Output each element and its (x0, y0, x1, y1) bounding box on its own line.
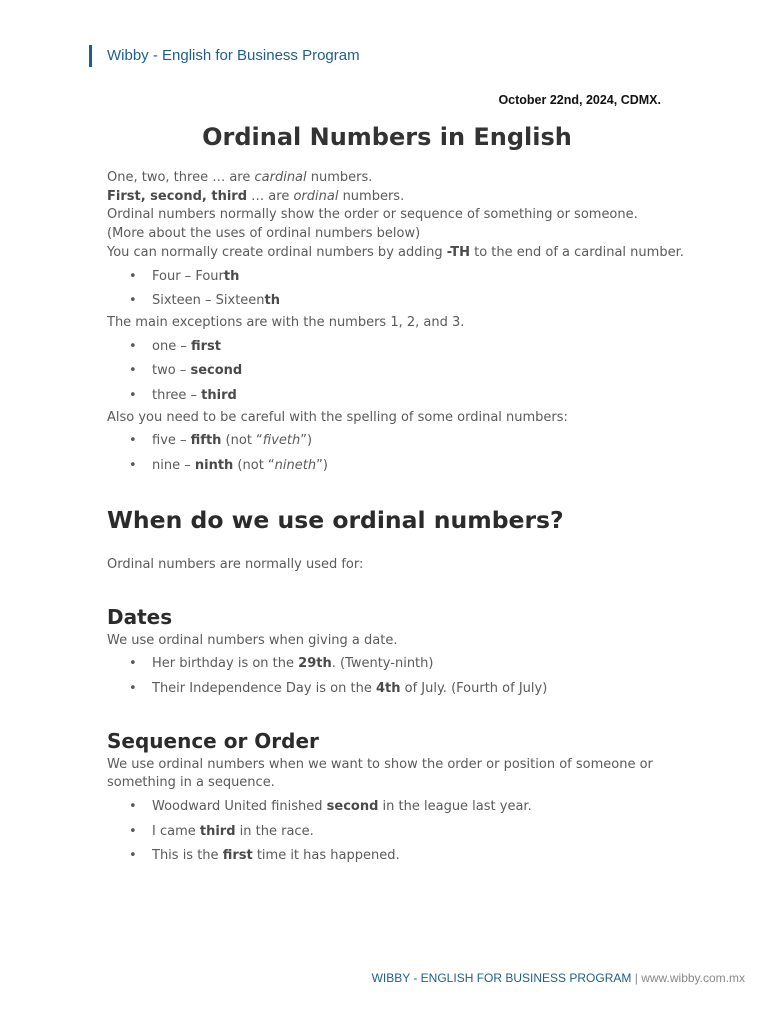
text-fragment: in the race. (235, 823, 314, 839)
list-item (107, 362, 667, 381)
text-fragment: ”) (316, 458, 328, 474)
exceptions-text: The main exceptions are with the numbers 1, 2, and 3. (107, 314, 465, 330)
text-fragment: . (Twenty-ninth) (331, 656, 434, 672)
text-fragment: to the end of a cardinal number. (469, 244, 684, 260)
bullet-icon: • (129, 799, 137, 815)
bold-term: -TH (446, 244, 470, 260)
text-fragment: Their Independence Day is on the (152, 680, 376, 696)
intro-line-th-rule (107, 244, 684, 263)
footer-url-link[interactable]: www.wibby.com.mx (641, 971, 745, 985)
bullet-icon: • (129, 458, 137, 474)
text-fragment: one – (152, 338, 191, 354)
footer-program: WIBBY - ENGLISH FOR BUSINESS PROGRAM (371, 971, 632, 985)
list-item (107, 387, 667, 406)
bold-term: second (326, 799, 379, 815)
dates-text: We use ordinal numbers when giving a date. (107, 632, 398, 648)
text-fragment: Four – Four (152, 268, 224, 284)
bullet-icon: • (129, 433, 137, 449)
sequence-text: We use ordinal numbers when we want to show the order or position of someone or something in a sequence. (107, 756, 653, 791)
bold-term: 29th (298, 656, 332, 672)
bullet-icon: • (129, 363, 137, 379)
text-fragment: You can normally create ordinal numbers by adding (107, 244, 447, 260)
text-fragment: (not “ (233, 458, 275, 474)
text-fragment: five – (152, 433, 191, 449)
list-item (107, 457, 667, 476)
exceptions-list (107, 338, 667, 406)
list-item (107, 432, 667, 451)
bullet-icon: • (129, 848, 137, 864)
bullet-icon: • (129, 680, 137, 696)
header-accent-bar (89, 45, 92, 67)
text-fragment: of July. (Fourth of July) (400, 680, 548, 696)
bullet-icon: • (129, 823, 137, 839)
intro-line-ordinal (107, 188, 667, 207)
italic-term: ordinal (293, 188, 339, 204)
list-item (107, 655, 667, 674)
spelling-list (107, 432, 667, 475)
bullet-icon: • (129, 338, 137, 354)
bold-term: third (199, 823, 236, 839)
text-fragment: Her birthday is on the (152, 656, 299, 672)
th-examples-list (107, 268, 667, 311)
bold-term: th (264, 293, 281, 309)
list-item (107, 680, 667, 699)
bold-term: first (222, 848, 253, 864)
bold-term: th (223, 268, 240, 284)
list-item (107, 292, 667, 311)
text-fragment: (not “ (221, 433, 263, 449)
text-fragment: three – (152, 388, 202, 404)
text-fragment: in the league last year. (378, 799, 532, 815)
header-title: Wibby - English for Business Program (107, 47, 360, 64)
document-title: Ordinal Numbers in English (202, 123, 572, 151)
text-fragment: numbers. (338, 188, 405, 204)
text-fragment: I came (152, 823, 200, 839)
uses-heading: When do we use ordinal numbers? (107, 505, 564, 534)
bold-term: 4th (375, 680, 401, 696)
intro-line-more: (More about the uses of ordinal numbers below) (107, 226, 421, 242)
text-fragment: This is the (152, 848, 223, 864)
intro-line-cardinal (107, 169, 667, 188)
sequence-list (107, 798, 667, 866)
list-item (107, 847, 667, 866)
list-item (107, 338, 667, 357)
text-fragment: nine – (152, 458, 195, 474)
dates-heading: Dates (107, 604, 173, 629)
text-fragment: Sixteen – Sixteen (152, 293, 265, 309)
text-fragment: two – (152, 363, 191, 379)
text-fragment: … are (247, 188, 294, 204)
bullet-icon: • (129, 293, 137, 309)
bullet-icon: • (129, 656, 137, 672)
bold-term: first (190, 338, 221, 354)
italic-term: nineth (274, 458, 317, 474)
bold-term: second (190, 363, 243, 379)
footer-separator: | (634, 971, 638, 985)
list-item (107, 268, 667, 287)
text-fragment: numbers. (306, 170, 373, 185)
intro-line-definition: Ordinal numbers normally show the order or sequence of something or someone. (107, 207, 638, 223)
text-fragment: ”) (300, 433, 313, 449)
text-fragment: One, two, three … are (107, 170, 255, 185)
dates-list (107, 655, 667, 698)
bold-term: fifth (190, 433, 222, 449)
bullet-icon: • (129, 268, 137, 284)
document-date: October 22nd, 2024, CDMX. (498, 93, 661, 107)
document-body (107, 121, 684, 869)
bold-term: ninth (194, 458, 234, 474)
italic-term: fiveth (262, 433, 301, 449)
uses-intro: Ordinal numbers are normally used for: (107, 556, 364, 572)
list-item (107, 823, 667, 842)
page-footer (372, 971, 745, 985)
bold-term: third (201, 388, 237, 404)
bold-term: First, second, third (107, 188, 248, 204)
list-item (107, 798, 667, 817)
bullet-icon: • (129, 388, 137, 404)
spelling-text: Also you need to be careful with the spelling of some ordinal numbers: (107, 409, 568, 425)
text-fragment: time it has happened. (252, 848, 400, 864)
sequence-heading: Sequence or Order (107, 728, 319, 753)
italic-term: cardinal (254, 170, 307, 185)
text-fragment: Woodward United finished (152, 799, 327, 815)
